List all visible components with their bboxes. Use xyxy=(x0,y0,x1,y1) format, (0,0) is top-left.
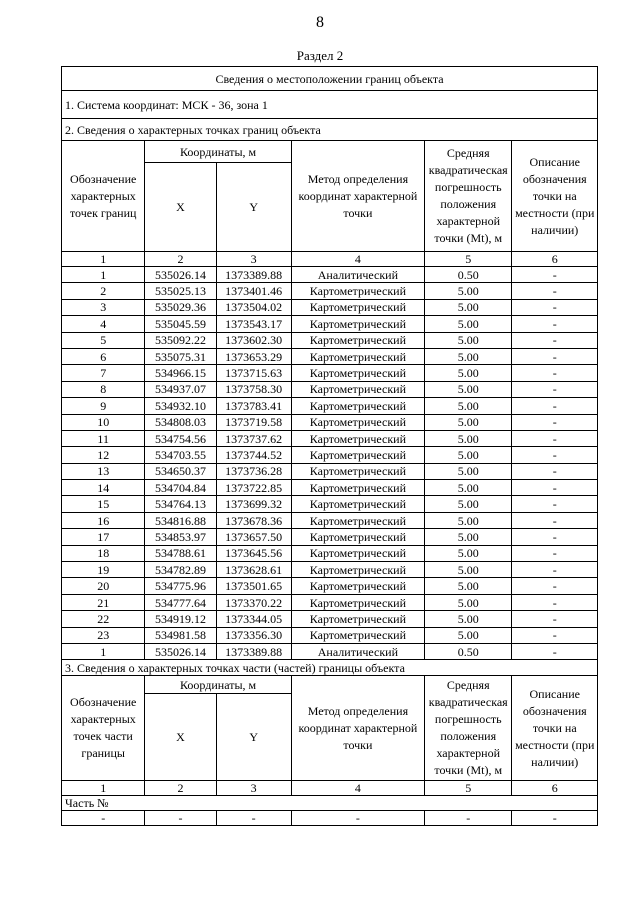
method-cell: Картометрический xyxy=(291,414,424,430)
y-coordinate-cell: 1373719.58 xyxy=(216,414,291,430)
header-method: Метод определения координат характерной точки xyxy=(291,141,424,252)
method-cell: Картометрический xyxy=(291,430,424,446)
description-cell: - xyxy=(512,430,598,446)
method-cell: Картометрический xyxy=(291,480,424,496)
description-cell: - xyxy=(512,611,598,627)
description-cell: - xyxy=(512,447,598,463)
table-row xyxy=(62,267,598,283)
x-coordinate-cell: 535045.59 xyxy=(145,316,216,332)
point-id-cell: 17 xyxy=(62,529,145,545)
table-row xyxy=(62,480,598,496)
section-label: Раздел 2 xyxy=(296,48,344,63)
column-number: 3 xyxy=(216,781,291,796)
table-row xyxy=(62,512,598,528)
x-coordinate-cell: 535026.14 xyxy=(145,267,216,283)
column-number: 1 xyxy=(62,252,145,267)
header3-x: X xyxy=(145,694,216,781)
column-number: 2 xyxy=(145,252,216,267)
section3-title: 3. Сведения о характерных точках части (частей) границы объекта xyxy=(62,660,598,676)
table-cell: - xyxy=(62,811,145,826)
error-cell: 5.00 xyxy=(425,480,512,496)
description-cell: - xyxy=(512,381,598,397)
y-coordinate-cell: 1373653.29 xyxy=(216,348,291,364)
error-cell: 5.00 xyxy=(425,348,512,364)
x-coordinate-cell: 535029.36 xyxy=(145,299,216,315)
method-cell: Картометрический xyxy=(291,447,424,463)
column-number: 2 xyxy=(145,781,216,796)
description-cell: - xyxy=(512,578,598,594)
point-id-cell: 7 xyxy=(62,365,145,381)
table-row xyxy=(62,562,598,578)
x-coordinate-cell: 534816.88 xyxy=(145,512,216,528)
y-coordinate-cell: 1373602.30 xyxy=(216,332,291,348)
y-coordinate-cell: 1373783.41 xyxy=(216,398,291,414)
table-row xyxy=(62,643,598,659)
error-cell: 5.00 xyxy=(425,447,512,463)
error-cell: 5.00 xyxy=(425,430,512,446)
table-row xyxy=(62,381,598,397)
header3-coordinates: Координаты, м xyxy=(145,676,291,694)
point-id-cell: 10 xyxy=(62,414,145,430)
table-cell: - xyxy=(145,811,216,826)
header3-error: Средняя квадратическая погрешность положения характерной точки (Mt), м xyxy=(425,676,512,781)
point-id-cell: 18 xyxy=(62,545,145,561)
table-row xyxy=(62,316,598,332)
x-coordinate-cell: 534754.56 xyxy=(145,430,216,446)
x-coordinate-cell: 534919.12 xyxy=(145,611,216,627)
y-coordinate-cell: 1373504.02 xyxy=(216,299,291,315)
y-coordinate-cell: 1373645.56 xyxy=(216,545,291,561)
column-number: 1 xyxy=(62,781,145,796)
x-coordinate-cell: 534932.10 xyxy=(145,398,216,414)
error-cell: 5.00 xyxy=(425,463,512,479)
point-id-cell: 4 xyxy=(62,316,145,332)
document-title: Сведения о местоположении границ объекта xyxy=(62,67,598,91)
error-cell: 5.00 xyxy=(425,398,512,414)
method-cell: Картометрический xyxy=(291,463,424,479)
x-coordinate-cell: 534937.07 xyxy=(145,381,216,397)
description-cell: - xyxy=(512,414,598,430)
description-cell: - xyxy=(512,627,598,643)
method-cell: Картометрический xyxy=(291,578,424,594)
x-coordinate-cell: 534775.96 xyxy=(145,578,216,594)
method-cell: Картометрический xyxy=(291,627,424,643)
empty-part-row xyxy=(62,811,598,826)
header-x: X xyxy=(145,163,216,252)
error-cell: 5.00 xyxy=(425,283,512,299)
column-number-row-3 xyxy=(62,781,598,796)
x-coordinate-cell: 534704.84 xyxy=(145,480,216,496)
column-number: 5 xyxy=(425,781,512,796)
coordinate-system-line: 1. Система координат: МСК - 36, зона 1 xyxy=(62,91,598,119)
y-coordinate-cell: 1373744.52 xyxy=(216,447,291,463)
error-cell: 0.50 xyxy=(425,643,512,659)
header3-designation: Обозначение характерных точек части границы xyxy=(62,676,145,781)
description-cell: - xyxy=(512,299,598,315)
table-cell: - xyxy=(291,811,424,826)
y-coordinate-cell: 1373737.62 xyxy=(216,430,291,446)
point-id-cell: 23 xyxy=(62,627,145,643)
point-id-cell: 16 xyxy=(62,512,145,528)
y-coordinate-cell: 1373678.36 xyxy=(216,512,291,528)
point-id-cell: 8 xyxy=(62,381,145,397)
table-row xyxy=(62,283,598,299)
point-id-cell: 6 xyxy=(62,348,145,364)
description-cell: - xyxy=(512,316,598,332)
method-cell: Картометрический xyxy=(291,332,424,348)
x-coordinate-cell: 535075.31 xyxy=(145,348,216,364)
error-cell: 5.00 xyxy=(425,529,512,545)
table-row xyxy=(62,594,598,610)
method-cell: Картометрический xyxy=(291,365,424,381)
x-coordinate-cell: 535025.13 xyxy=(145,283,216,299)
description-cell: - xyxy=(512,348,598,364)
description-cell: - xyxy=(512,463,598,479)
table-row xyxy=(62,332,598,348)
method-cell: Картометрический xyxy=(291,299,424,315)
method-cell: Аналитический xyxy=(291,643,424,659)
x-coordinate-cell: 535026.14 xyxy=(145,643,216,659)
x-coordinate-cell: 534981.58 xyxy=(145,627,216,643)
column-number: 3 xyxy=(216,252,291,267)
error-cell: 5.00 xyxy=(425,381,512,397)
x-coordinate-cell: 534966.15 xyxy=(145,365,216,381)
point-id-cell: 13 xyxy=(62,463,145,479)
x-coordinate-cell: 534788.61 xyxy=(145,545,216,561)
table-row xyxy=(62,545,598,561)
method-cell: Картометрический xyxy=(291,381,424,397)
method-cell: Картометрический xyxy=(291,398,424,414)
error-cell: 5.00 xyxy=(425,414,512,430)
table-row xyxy=(62,398,598,414)
column-number: 4 xyxy=(291,781,424,796)
x-coordinate-cell: 534764.13 xyxy=(145,496,216,512)
description-cell: - xyxy=(512,480,598,496)
header3-y: Y xyxy=(216,694,291,781)
error-cell: 5.00 xyxy=(425,316,512,332)
y-coordinate-cell: 1373370.22 xyxy=(216,594,291,610)
column-number: 5 xyxy=(425,252,512,267)
column-number: 6 xyxy=(512,781,598,796)
description-cell: - xyxy=(512,594,598,610)
y-coordinate-cell: 1373389.88 xyxy=(216,267,291,283)
table-row xyxy=(62,348,598,364)
header-coordinates: Координаты, м xyxy=(145,141,291,163)
point-id-cell: 22 xyxy=(62,611,145,627)
error-cell: 5.00 xyxy=(425,545,512,561)
point-id-cell: 2 xyxy=(62,283,145,299)
y-coordinate-cell: 1373715.63 xyxy=(216,365,291,381)
description-cell: - xyxy=(512,332,598,348)
method-cell: Картометрический xyxy=(291,316,424,332)
point-id-cell: 19 xyxy=(62,562,145,578)
page-number: 8 xyxy=(316,14,324,31)
y-coordinate-cell: 1373356.30 xyxy=(216,627,291,643)
description-cell: - xyxy=(512,529,598,545)
section2-title: 2. Сведения о характерных точках границ объекта xyxy=(62,119,598,141)
column-number: 4 xyxy=(291,252,424,267)
table-row xyxy=(62,365,598,381)
description-cell: - xyxy=(512,365,598,381)
point-id-cell: 15 xyxy=(62,496,145,512)
y-coordinate-cell: 1373736.28 xyxy=(216,463,291,479)
error-cell: 0.50 xyxy=(425,267,512,283)
point-id-cell: 20 xyxy=(62,578,145,594)
table-row xyxy=(62,529,598,545)
table-cell: - xyxy=(425,811,512,826)
table-row xyxy=(62,299,598,315)
error-cell: 5.00 xyxy=(425,627,512,643)
header3-method: Метод определения координат характерной точки xyxy=(291,676,424,781)
point-id-cell: 3 xyxy=(62,299,145,315)
description-cell: - xyxy=(512,512,598,528)
y-coordinate-cell: 1373758.30 xyxy=(216,381,291,397)
y-coordinate-cell: 1373401.46 xyxy=(216,283,291,299)
point-id-cell: 5 xyxy=(62,332,145,348)
header-designation: Обозначение характерных точек границ xyxy=(62,141,145,252)
error-cell: 5.00 xyxy=(425,611,512,627)
point-id-cell: 1 xyxy=(62,643,145,659)
method-cell: Картометрический xyxy=(291,283,424,299)
table-row xyxy=(62,578,598,594)
method-cell: Картометрический xyxy=(291,529,424,545)
table-row xyxy=(62,414,598,430)
description-cell: - xyxy=(512,267,598,283)
table-row xyxy=(62,447,598,463)
point-id-cell: 12 xyxy=(62,447,145,463)
x-coordinate-cell: 534808.03 xyxy=(145,414,216,430)
method-cell: Аналитический xyxy=(291,267,424,283)
x-coordinate-cell: 534650.37 xyxy=(145,463,216,479)
point-id-cell: 14 xyxy=(62,480,145,496)
y-coordinate-cell: 1373628.61 xyxy=(216,562,291,578)
y-coordinate-cell: 1373722.85 xyxy=(216,480,291,496)
error-cell: 5.00 xyxy=(425,332,512,348)
x-coordinate-cell: 534782.89 xyxy=(145,562,216,578)
y-coordinate-cell: 1373501.65 xyxy=(216,578,291,594)
point-id-cell: 9 xyxy=(62,398,145,414)
header-error: Средняя квадратическая погрешность положения характерной точки (Mt), м xyxy=(425,141,512,252)
description-cell: - xyxy=(512,562,598,578)
x-coordinate-cell: 534853.97 xyxy=(145,529,216,545)
method-cell: Картометрический xyxy=(291,594,424,610)
error-cell: 5.00 xyxy=(425,299,512,315)
point-id-cell: 11 xyxy=(62,430,145,446)
table-row xyxy=(62,611,598,627)
description-cell: - xyxy=(512,398,598,414)
table-cell: - xyxy=(216,811,291,826)
error-cell: 5.00 xyxy=(425,562,512,578)
x-coordinate-cell: 534777.64 xyxy=(145,594,216,610)
boundary-table xyxy=(61,66,598,826)
table-row xyxy=(62,627,598,643)
error-cell: 5.00 xyxy=(425,594,512,610)
header-y: Y xyxy=(216,163,291,252)
y-coordinate-cell: 1373543.17 xyxy=(216,316,291,332)
point-id-cell: 21 xyxy=(62,594,145,610)
error-cell: 5.00 xyxy=(425,365,512,381)
method-cell: Картометрический xyxy=(291,611,424,627)
error-cell: 5.00 xyxy=(425,578,512,594)
point-id-cell: 1 xyxy=(62,267,145,283)
table-row xyxy=(62,463,598,479)
table-row xyxy=(62,496,598,512)
y-coordinate-cell: 1373699.32 xyxy=(216,496,291,512)
table-row xyxy=(62,430,598,446)
header-description: Описание обозначения точки на местности (при наличии) xyxy=(512,141,598,252)
description-cell: - xyxy=(512,643,598,659)
column-number-row xyxy=(62,252,598,267)
error-cell: 5.00 xyxy=(425,496,512,512)
description-cell: - xyxy=(512,496,598,512)
method-cell: Картометрический xyxy=(291,512,424,528)
y-coordinate-cell: 1373657.50 xyxy=(216,529,291,545)
x-coordinate-cell: 535092.22 xyxy=(145,332,216,348)
x-coordinate-cell: 534703.55 xyxy=(145,447,216,463)
table-cell: - xyxy=(512,811,598,826)
method-cell: Картометрический xyxy=(291,562,424,578)
column-number: 6 xyxy=(512,252,598,267)
error-cell: 5.00 xyxy=(425,512,512,528)
description-cell: - xyxy=(512,283,598,299)
y-coordinate-cell: 1373344.05 xyxy=(216,611,291,627)
description-cell: - xyxy=(512,545,598,561)
y-coordinate-cell: 1373389.88 xyxy=(216,643,291,659)
method-cell: Картометрический xyxy=(291,348,424,364)
header3-description: Описание обозначения точки на местности (при наличии) xyxy=(512,676,598,781)
method-cell: Картометрический xyxy=(291,496,424,512)
part-label: Часть № xyxy=(62,796,598,811)
method-cell: Картометрический xyxy=(291,545,424,561)
